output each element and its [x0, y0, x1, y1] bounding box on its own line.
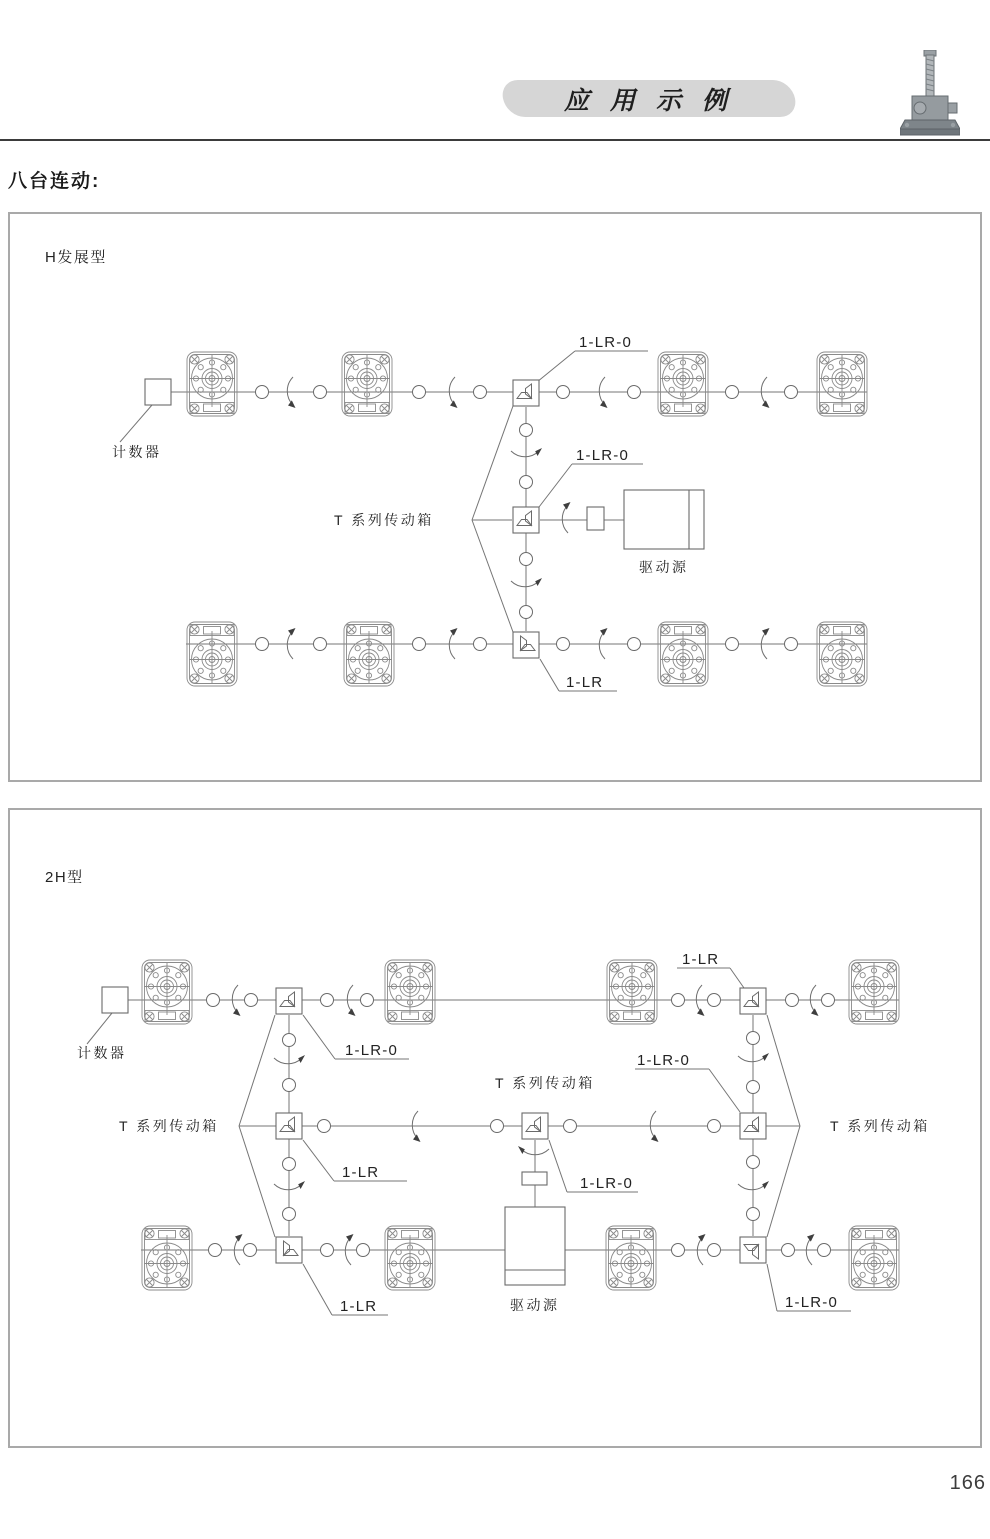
gearbox [385, 1226, 435, 1290]
section-heading: 八台连动: [8, 171, 101, 192]
tbox-label: T 系列传动箱 [334, 512, 434, 528]
mitre-gearbox [522, 1113, 548, 1139]
panel-caption: H发展型 [45, 249, 107, 266]
mitre-gearbox [740, 1237, 766, 1263]
tbox-label: T 系列传动箱 [830, 1118, 930, 1134]
drive-source-box [624, 490, 704, 549]
model-tag: 1-LR-0 [785, 1294, 839, 1311]
shaft-lines [87, 968, 899, 1315]
motor-coupling [522, 1172, 547, 1185]
mitre-gearbox [276, 1113, 302, 1139]
mitre-gearbox [740, 988, 766, 1014]
model-tag: 1-LR [682, 951, 720, 968]
mitre-gearbox [513, 632, 539, 658]
header-title-banner [499, 80, 798, 117]
mitre-gearbox [513, 380, 539, 406]
shaft-lines [120, 351, 867, 691]
gearbox [142, 960, 192, 1024]
gearbox [606, 1226, 656, 1290]
gearbox [142, 1226, 192, 1290]
model-tag: 1-LR [342, 1164, 380, 1181]
mitre-gearbox [740, 1113, 766, 1139]
gearbox [607, 960, 657, 1024]
mitre-gearbox [513, 507, 539, 533]
drive-label: 驱动源 [639, 559, 689, 575]
panel-2h-type [8, 808, 982, 1448]
mitre-gearbox [276, 1237, 302, 1263]
header-divider [0, 139, 990, 141]
model-tag: 1-LR-0 [576, 447, 630, 464]
gearbox [817, 352, 867, 416]
model-tag: 1-LR-0 [580, 1175, 634, 1192]
tbox-label: T 系列传动箱 [495, 1075, 595, 1091]
drive-source-box [505, 1207, 565, 1285]
gearbox [658, 352, 708, 416]
model-tag: 1-LR-0 [579, 334, 633, 351]
gearbox [817, 622, 867, 686]
drive-label: 驱动源 [510, 1297, 560, 1313]
gearbox-row-top [142, 960, 899, 1024]
counter-label: 计数器 [77, 1045, 127, 1061]
counter-label: 计数器 [112, 444, 162, 460]
gearbox [344, 622, 394, 686]
page-title: 应 用 示 例 [564, 86, 734, 115]
page-number: 166 [949, 1472, 986, 1494]
mitre-gearbox [276, 988, 302, 1014]
model-tag: 1-LR [566, 674, 604, 691]
gearbox [849, 1226, 899, 1290]
gearbox [187, 352, 237, 416]
gearbox [187, 622, 237, 686]
gearbox [658, 622, 708, 686]
model-tag: 1-LR-0 [637, 1052, 691, 1069]
panel-caption: 2H型 [45, 869, 84, 886]
gearbox [342, 352, 392, 416]
screw-jack-icon [900, 50, 960, 140]
model-tag: 1-LR-0 [345, 1042, 399, 1059]
motor-coupling [587, 507, 604, 530]
counter-box [145, 379, 171, 405]
counter-box [102, 987, 128, 1013]
model-tag: 1-LR [340, 1298, 378, 1315]
gearbox [849, 960, 899, 1024]
tbox-label: T 系列传动箱 [119, 1118, 219, 1134]
panel-h-type [8, 212, 982, 782]
gearbox [385, 960, 435, 1024]
